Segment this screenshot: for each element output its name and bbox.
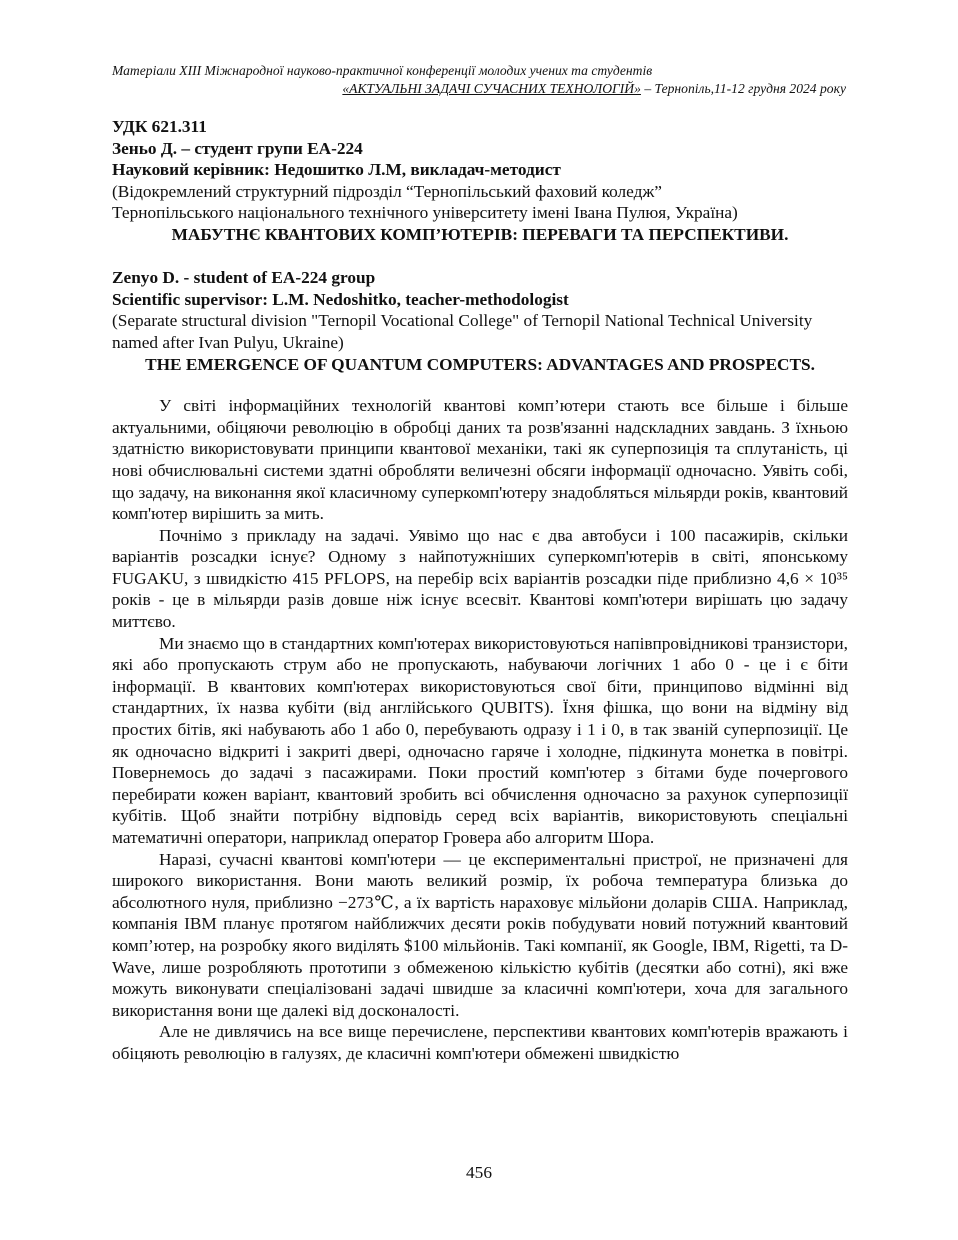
udc-code: УДК 621.311 — [112, 117, 207, 136]
author-en: Zenyo D. - student of EA-224 group — [112, 268, 376, 288]
article-body — [112, 116, 848, 1065]
affiliation-ua-line2: Тернопільського національного технічного університету імені Івана Пулюя, Україна) — [112, 203, 738, 223]
spacer — [112, 246, 848, 268]
paragraph: Ми знаємо що в стандартних комп'ютерах використовуються напівпровідникові транзистори, які або пропускають струм або не пропускають, набуваючи логічних 1 або 0 - це і є біти інформації. В квантових комп'ютерах використовуються свої біти, принципово відмінні від стандартних, їх назва кубіти (від англійського QUBITS). Їхня фішка, що вони на відміну від простих бітів, які набувають або 1 або 0, перебувають одразу і 1 і 0, в так званій суперпозиції. Це як одночасно відкриті і закриті двері, одночасно гаряче і холодне, підкинута монетка в повітрі. Повернемось до задачі з пасажирами. Поки простий комп'ютер з бітами буде почергового перебирати кожен варіант, квантовий зробить всі обчислення одночасно за рахунок суперпозиції кубітів. Щоб знайти потрібну відповідь серед всіх варіантів, використовують спеціальні математичні оператори, наприклад оператор Гровера або алгоритм Шора. — [112, 633, 848, 847]
paragraph: Наразі, сучасні квантові комп'ютери — це експериментальні пристрої, не призначені для широкого використання. Вони мають великий розмір, їх робоча температура близька до абсолютного нуля, приблизно −273℃, а їх вартість нараховує мільйони доларів США. Наприклад, компанія IBM планує протягом найближчих десяти років побудувати новий потужний квантовий комп’ютер, на розробку якого виділять $100 мільйонів. Такі компанії, як Google, IBM, Rigetti, та D-Wave, лише розробляють прототипи з обмеженою кількістю кубітів (десятки або сотні), які вже можуть виконувати спеціалізовані задачі швидше за класичні комп'ютери, хоча для загального використання вони ще далекі від досконалості. — [112, 849, 848, 1020]
running-header — [112, 62, 846, 98]
page-number: 456 — [466, 1163, 492, 1182]
paragraph: Але не дивлячись на все вище перечислене, перспективи квантових комп'ютерів вражають і обіцяють революцію в галузях, де класичні комп'ютери обмежені швидкістю — [112, 1022, 848, 1063]
supervisor-ua: Науковий керівник: Недошитко Л.М, викладач-методист — [112, 160, 561, 180]
conference-title-line — [112, 80, 846, 98]
affiliation-ua-line1: (Відокремлений структурний підрозділ “Тернопільський фаховий коледж” — [112, 181, 662, 201]
title-ua: МАБУТНЄ КВАНТОВИХ КОМП’ЮТЕРІВ: ПЕРЕВАГИ ТА ПЕРСПЕКТИВИ. — [171, 224, 789, 244]
paragraph: У світі інформаційних технологій квантові комп’ютери стають все більше і більше актуальними, обіцяючи революцію в обробці даних та розв'язанні надскладних завдань. З їхньою здатністю використовувати принципи квантової механіки, такі як суперпозиція та сплутаність, ці нові обчислювальні системи здатні обробляти величезні обсяги інформації одночасно. Уявіть собі, що задачу, на виконання якої класичному суперкомп'ютеру знадобляться мільярди років, квантовий комп'ютер вирішить за мить. — [112, 396, 848, 524]
author-ua: Зеньо Д. – студент групи ЕА-224 — [112, 138, 363, 158]
conference-line: Матеріали XIII Міжнародної науково-практичної конференції молодих учених та студентів — [112, 63, 653, 78]
affiliation-en: (Separate structural division "Ternopil Vocational College" of Ternopil National Technical University named after Ivan Pulyu, Ukraine) — [112, 311, 813, 352]
conference-place-date: – Тернопіль,11-12 грудня 2024 року — [640, 81, 846, 96]
title-en: THE EMERGENCE OF QUANTUM COMPUTERS: ADVANTAGES AND PROSPECTS. — [145, 354, 815, 374]
conference-title: «АКТУАЛЬНІ ЗАДАЧІ СУЧАСНИХ ТЕХНОЛОГІЙ» — [342, 81, 641, 96]
paragraph: Почнімо з прикладу на задачі. Уявімо що нас є два автобуси і 100 пасажирів, скільки варіантів розсадки існує? Одному з найпотужніших суперкомп'ютерів в світі, японському FUGAKU, з швидкістю 415 PFLOPS, на перебір всіх варіантів розсадки піде приблизно 4,6 × 10³⁵ років - це в мільярди разів довше ніж існує всесвіт. Квантові комп'ютери вирішать цю задачу миттєво. — [112, 525, 848, 632]
supervisor-en: Scientific supervisor: L.M. Nedoshitko, teacher-methodologist — [112, 289, 569, 309]
